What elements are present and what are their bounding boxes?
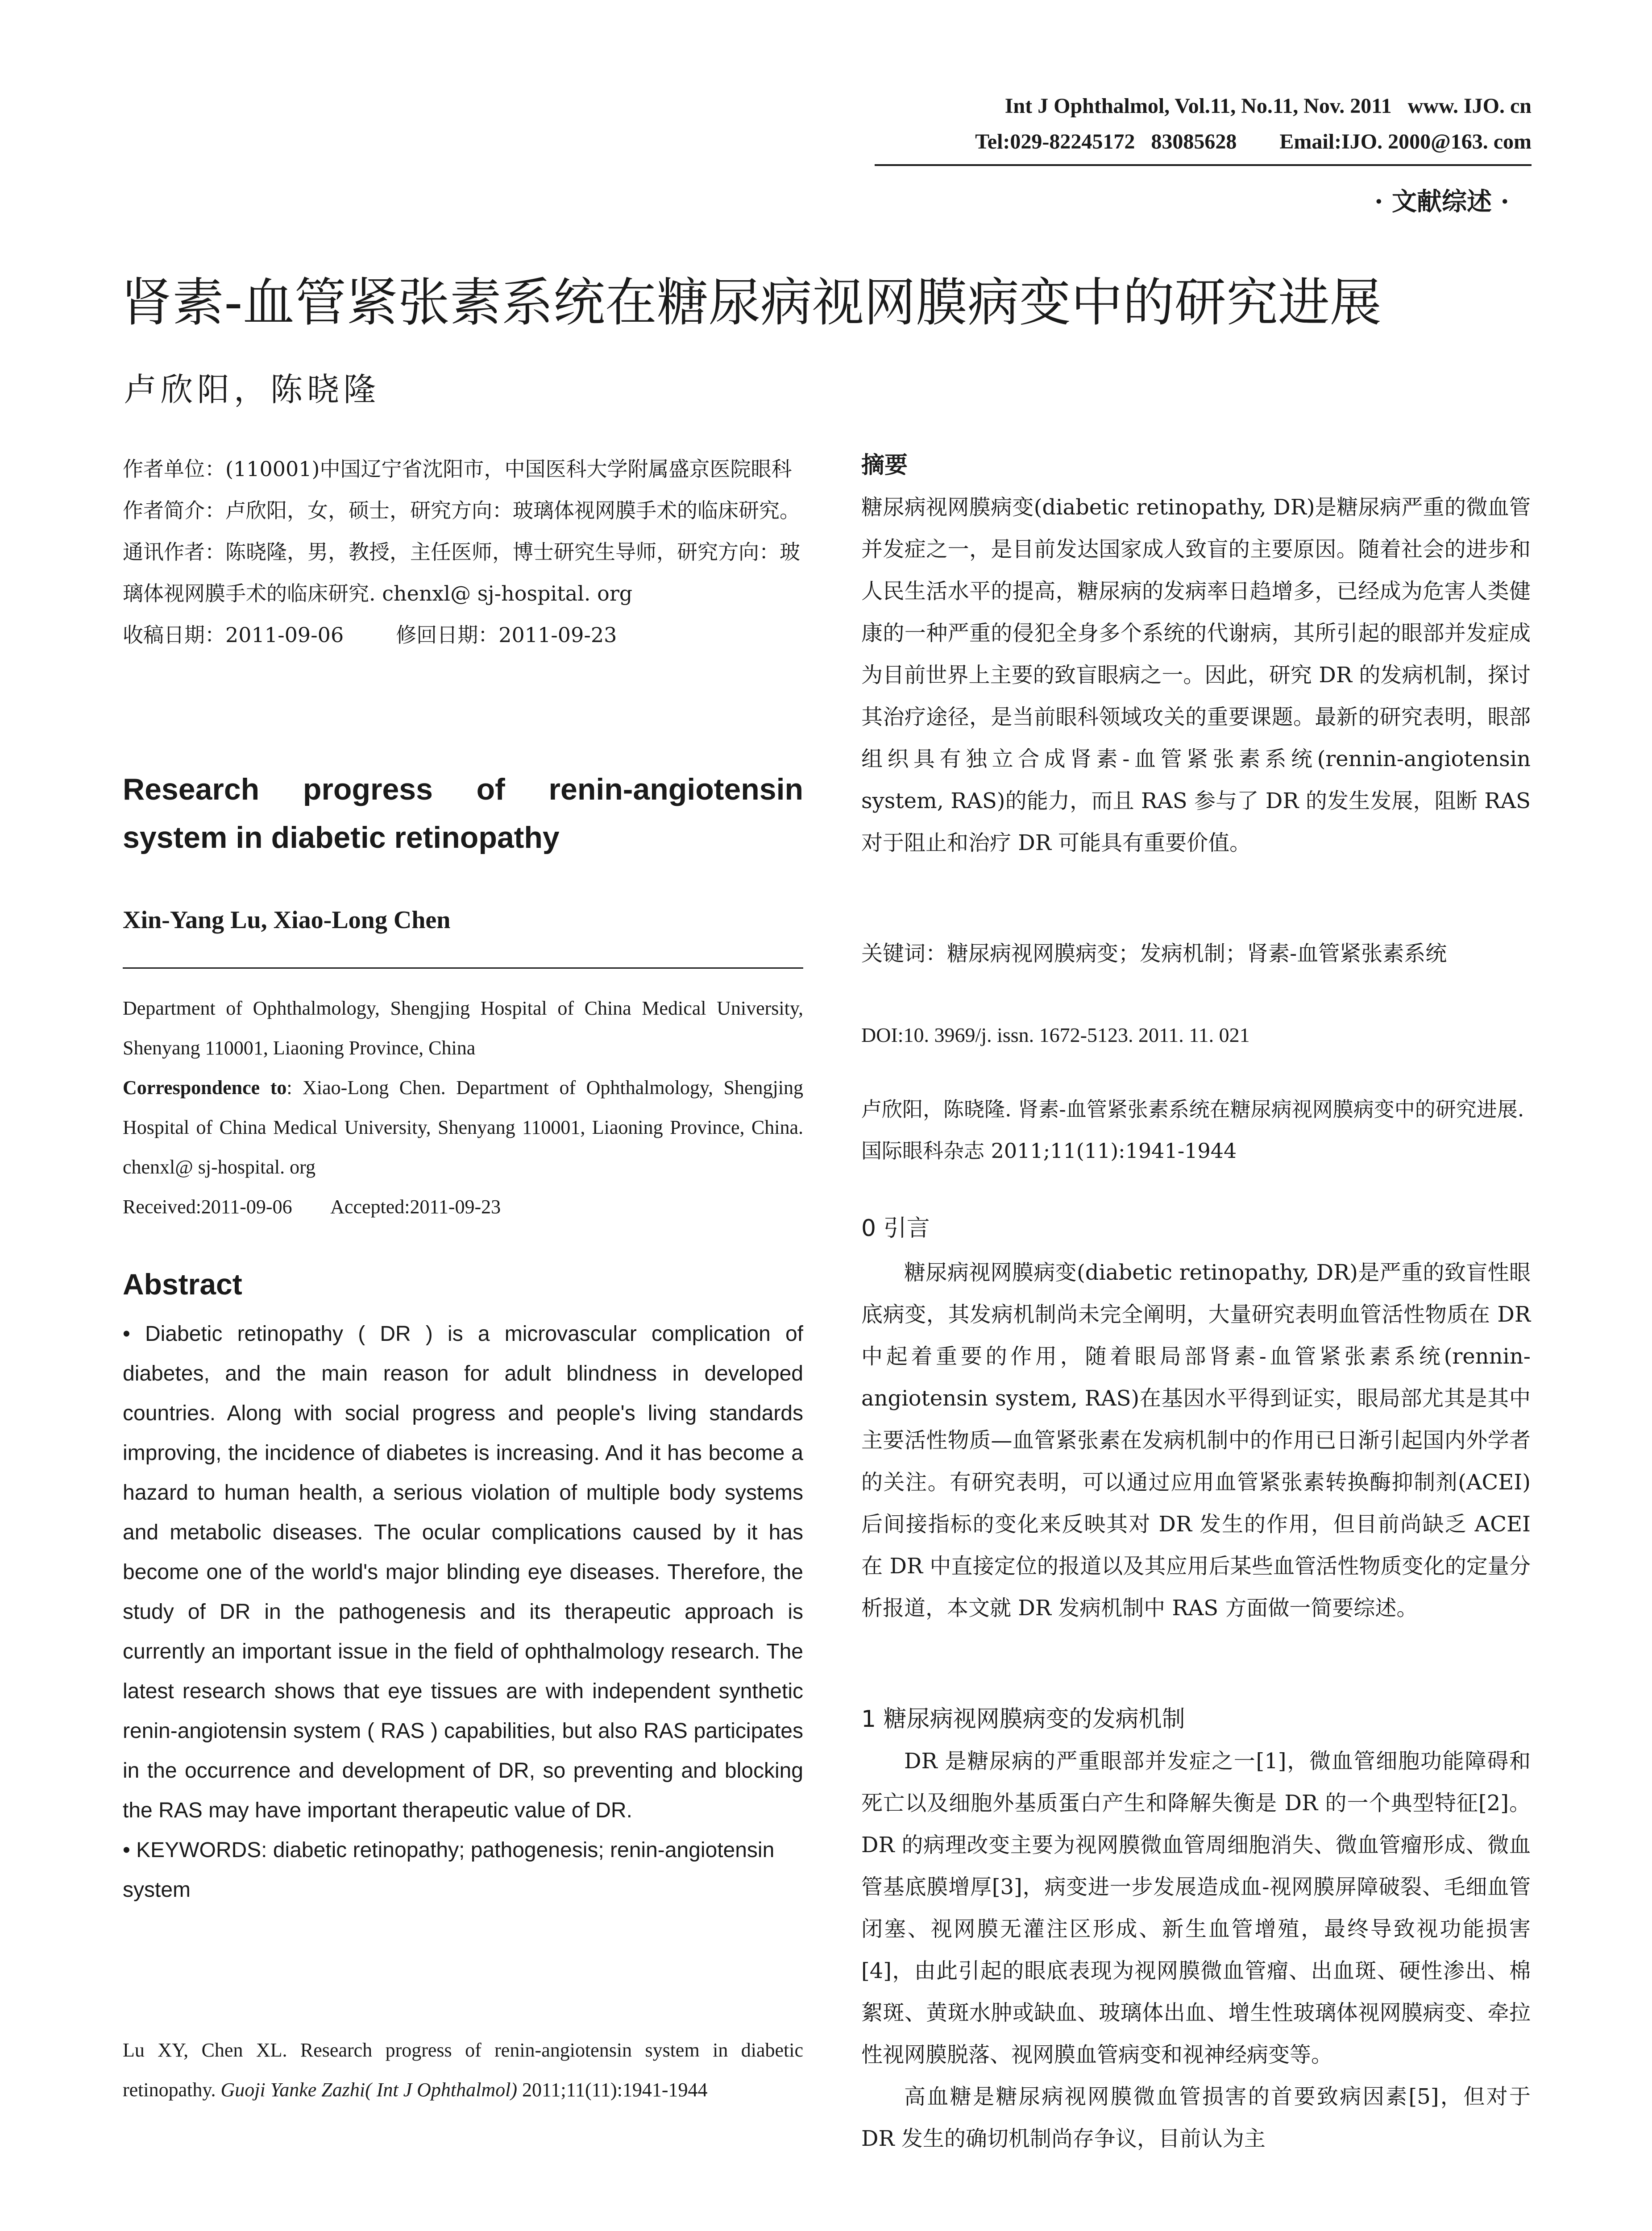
citation-chinese-block	[861, 1089, 1531, 1172]
citation-english-pre: Lu XY, Chen XL. Research progress of renin-angiotensin system in diabetic retinopathy.	[123, 2039, 803, 2101]
chinese-abstract-text: 糖尿病视网膜病变(diabetic retinopathy, DR)是糖尿病严重的微血管并发症之一，是目前发达国家成人致盲的主要原因。随着社会的进步和人民生活水平的提高，糖尿病的发病率日趋增多，已经成为危害人类健康的一种严重的侵犯全身多个系统的代谢病，其所引起的眼部并发症成为目前世界上主要的致盲眼病之一。因此，研究 DR 的发病机制，探讨其治疗途径，是当前眼科领域攻关的重要课题。最新的研究表明，眼部组织具有独立合成肾素-血管紧张素系统(rennin-angiotensin system, RAS)的能力，而且 RAS 参与了 DR 的发生发展，阻断 RAS 对于阻止和治疗 DR 可能具有重要价值。	[861, 495, 1531, 855]
dates-line: 收稿日期：2011-09-06 修回日期：2011-09-23	[123, 623, 617, 647]
intro-body	[861, 1252, 1531, 1629]
header-rule	[875, 164, 1532, 166]
abstract-heading: Abstract	[123, 1268, 242, 1301]
doi-line: DOI:10. 3969/j. issn. 1672-5123. 2011. 11. 021	[861, 1024, 1250, 1046]
citation-english	[123, 2030, 803, 2110]
citation-english-post: 2011;11(11):1941-1944	[517, 2079, 708, 2101]
keywords-chinese-block	[861, 933, 1531, 975]
author-bio-line: 作者简介：卢欣阳，女，硕士，研究方向：玻璃体视网膜手术的临床研究。	[123, 498, 800, 523]
keywords-chinese: 关键词：糖尿病视网膜病变；发病机制；肾素-血管紧张素系统	[861, 941, 1447, 966]
received-line: Received:2011-09-06 Accepted:2011-09-23	[123, 1196, 501, 1218]
intro-paragraph: 糖尿病视网膜病变(diabetic retinopathy, DR)是严重的致盲性眼底病变，其发病机制尚未完全阐明，大量研究表明血管活性物质在 DR 中起着重要的作用，随着眼局部肾素-血管紧张素系统(rennin-angiotensin system, RAS)在基因水平得到证实，眼局部尤其是其中主要活性物质—血管紧张素在发病机制中的作用已日渐引起国内外学者的关注。有研究表明，可以通过应用血管紧张素转换酶抑制剂(ACEI)后间接指标的变化来反映其对 DR 发生的作用，但目前尚缺乏 ACEI 在 DR 中直接定位的报道以及其应用后某些血管活性物质变化的定量分析报道，本文就 DR 发病机制中 RAS 方面做一简要综述。	[861, 1260, 1531, 1621]
correspondence-line	[123, 1068, 803, 1187]
journal-header-line: Int J Ophthalmol, Vol.11, No.11, Nov. 2011 www. IJO. cn	[1004, 94, 1532, 118]
intro-heading: 0 引言	[861, 1215, 930, 1242]
department-line: Department of Ophthalmology, Shengjing Hospital of China Medical University, Shenyang 110001, Liaoning Province, China	[123, 997, 803, 1059]
english-affiliation-block	[123, 988, 803, 1227]
author-rule	[123, 967, 803, 969]
section-1-body	[861, 1740, 1531, 2160]
abstract-body	[123, 1314, 803, 1910]
article-title: 肾素-血管紧张素系统在糖尿病视网膜病变中的研究进展	[120, 273, 1382, 333]
authors-chinese: 卢欣阳，陈晓隆	[124, 371, 381, 408]
citation-journal: Guoji Yanke Zazhi( Int J Ophthalmol)	[220, 2079, 517, 2101]
correspondence-label: Correspondence to	[123, 1077, 287, 1099]
chinese-abstract-body	[861, 486, 1531, 864]
chinese-abstract-heading: 摘要	[861, 452, 908, 479]
english-title-line-1: Research progress of renin-angiotensin	[123, 772, 803, 806]
section-1-paragraph-2: 高血糖是糖尿病视网膜微血管损害的首要致病因素[5]，但对于 DR 发生的确切机制尚存争议，目前认为主	[861, 2084, 1531, 2151]
author-info-block	[123, 448, 803, 656]
section-tag: · 文献综述 ·	[1374, 187, 1509, 216]
journal-contact-line: Tel:029-82245172 83085628 Email:IJO. 2000@163. com	[975, 130, 1532, 153]
english-authors: Xin-Yang Lu, Xiao-Long Chen	[123, 906, 451, 934]
keywords-english: • KEYWORDS: diabetic retinopathy; pathogenesis; renin-angiotensin system	[123, 1838, 775, 1902]
citation-chinese: 卢欣阳，陈晓隆. 肾素-血管紧张素系统在糖尿病视网膜病变中的研究进展. 国际眼科杂志 2011;11(11):1941-1944	[861, 1097, 1524, 1163]
abstract-text: • Diabetic retinopathy ( DR ) is a microvascular complication of diabetes, and the main reason for adult blindness in developed countries. Along with social progress and people's living standards improving, the incidence of diabetes is increasing. And it has become a hazard to human health, a serious violation of multiple body systems and metabolic diseases. The ocular complications caused by it has become one of the world's major blinding eye diseases. Therefore, the study of DR in the pathogenesis and its therapeutic approach is currently an important issue in the field of ophthalmology research. The latest research shows that eye tissues are with independent synthetic renin-angiotensin system ( RAS ) capabilities, but also RAS participates in the occurrence and development of DR, so preventing and blocking the RAS may have important therapeutic value of DR.	[123, 1322, 803, 1822]
section-1-paragraph-1: DR 是糖尿病的严重眼部并发症之一[1]，微血管细胞功能障碍和死亡以及细胞外基质蛋白产生和降解失衡是 DR 的一个典型特征[2]。DR 的病理改变主要为视网膜微血管周细胞消失、微血管瘤形成、微血管基底膜增厚[3]，病变进一步发展造成血-视网膜屏障破裂、毛细血管闭塞、视网膜无灌注区形成、新生血管增殖，最终导致视功能损害[4]，由此引起的眼底表现为视网膜微血管瘤、出血斑、硬性渗出、棉絮斑、黄斑水肿或缺血、玻璃体出血、增生性玻璃体视网膜病变、牵拉性视网膜脱落、视网膜血管病变和视神经病变等。	[861, 1749, 1531, 2067]
affiliation-line: 作者单位：(110001)中国辽宁省沈阳市，中国医科大学附属盛京医院眼科	[123, 457, 792, 481]
english-title	[123, 765, 803, 862]
correspondence-text: : Xiao-Long Chen. Department of Ophthalmology, Shengjing Hospital of China Medical University, Shenyang 110001, Liaoning Province, China. chenxl@ sj-hospital. org	[123, 1077, 803, 1178]
citation-english-text	[123, 2030, 803, 2110]
section-1-heading: 1 糖尿病视网膜病变的发病机制	[861, 1706, 1185, 1733]
english-title-line-2: system in diabetic retinopathy	[123, 821, 560, 854]
corresponding-author-line: 通讯作者：陈晓隆，男，教授，主任医师，博士研究生导师，研究方向：玻璃体视网膜手术的临床研究. chenxl@ sj-hospital. org	[123, 540, 800, 605]
